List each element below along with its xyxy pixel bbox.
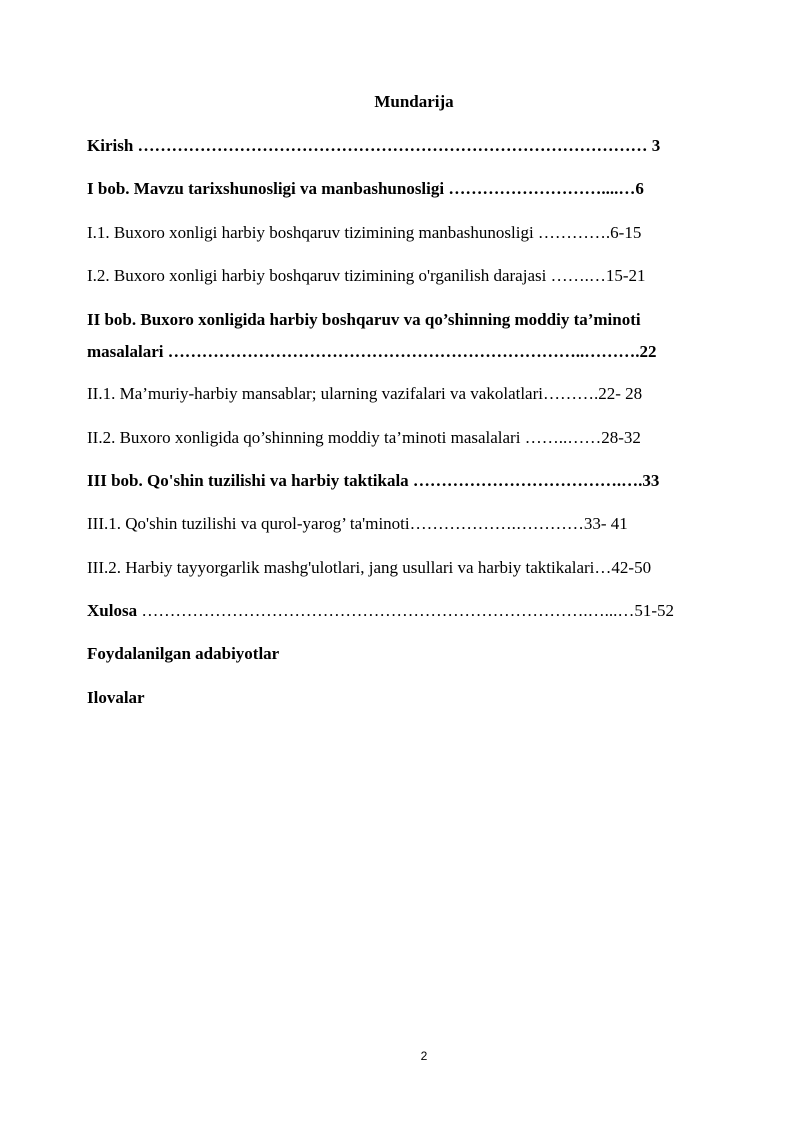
- toc-entry-chapter-2-line-2: masalalari ………………………………………………………………..……….22: [87, 342, 657, 361]
- toc-entry-chapter-3: III bob. Qo'shin tuzilishi va harbiy taktikala ……………………………….….33: [87, 471, 660, 490]
- toc-entry-section-2-2: II.2. Buxoro xonligida qo’shinning moddiy ta’minoti masalalari ……..……28-32: [87, 428, 641, 447]
- toc-entry-xulosa-label: Xulosa: [87, 601, 138, 620]
- page-number: 2: [420, 1049, 428, 1063]
- toc-entry-section-3-2: III.2. Harbiy tayyorgarlik mashg'ulotlari, jang usullari va harbiy taktikalari…42-50: [87, 558, 652, 577]
- toc-entry-kirish: Kirish ……………………………………………………………………………… 3: [87, 136, 661, 155]
- toc-entry-section-3-1: III.1. Qo'shin tuzilishi va qurol-yarog’ ta'minoti……………….…………33- 41: [87, 514, 628, 533]
- toc-entry-section-2-1: II.1. Ma’muriy-harbiy mansablar; ularning vazifalari va vakolatlari……….22- 28: [87, 384, 643, 403]
- toc-entry-references: Foydalanilgan adabiyotlar: [87, 644, 280, 663]
- toc-entry-section-1-2: I.2. Buxoro xonligi harbiy boshqaruv tizimining o'rganilish darajasi …….…15-21: [87, 266, 646, 285]
- toc-entry-appendices: Ilovalar: [87, 688, 145, 707]
- toc-entry-xulosa: [87, 600, 674, 622]
- toc-entry-xulosa-text: Xulosa …………………………………………………………………….…...…51-52: [87, 601, 674, 620]
- toc-entry-chapter-1: I bob. Mavzu tarixshunosligi va manbashunosligi ………………………....…6: [87, 179, 644, 198]
- toc-title: Mundarija: [374, 92, 454, 111]
- toc-entry-section-1-1: I.1. Buxoro xonligi harbiy boshqaruv tizimining manbashunosligi ………….6-15: [87, 223, 642, 242]
- toc-entry-chapter-2-line-1: II bob. Buxoro xonligida harbiy boshqaruv va qo’shinning moddiy ta’minoti: [87, 310, 641, 329]
